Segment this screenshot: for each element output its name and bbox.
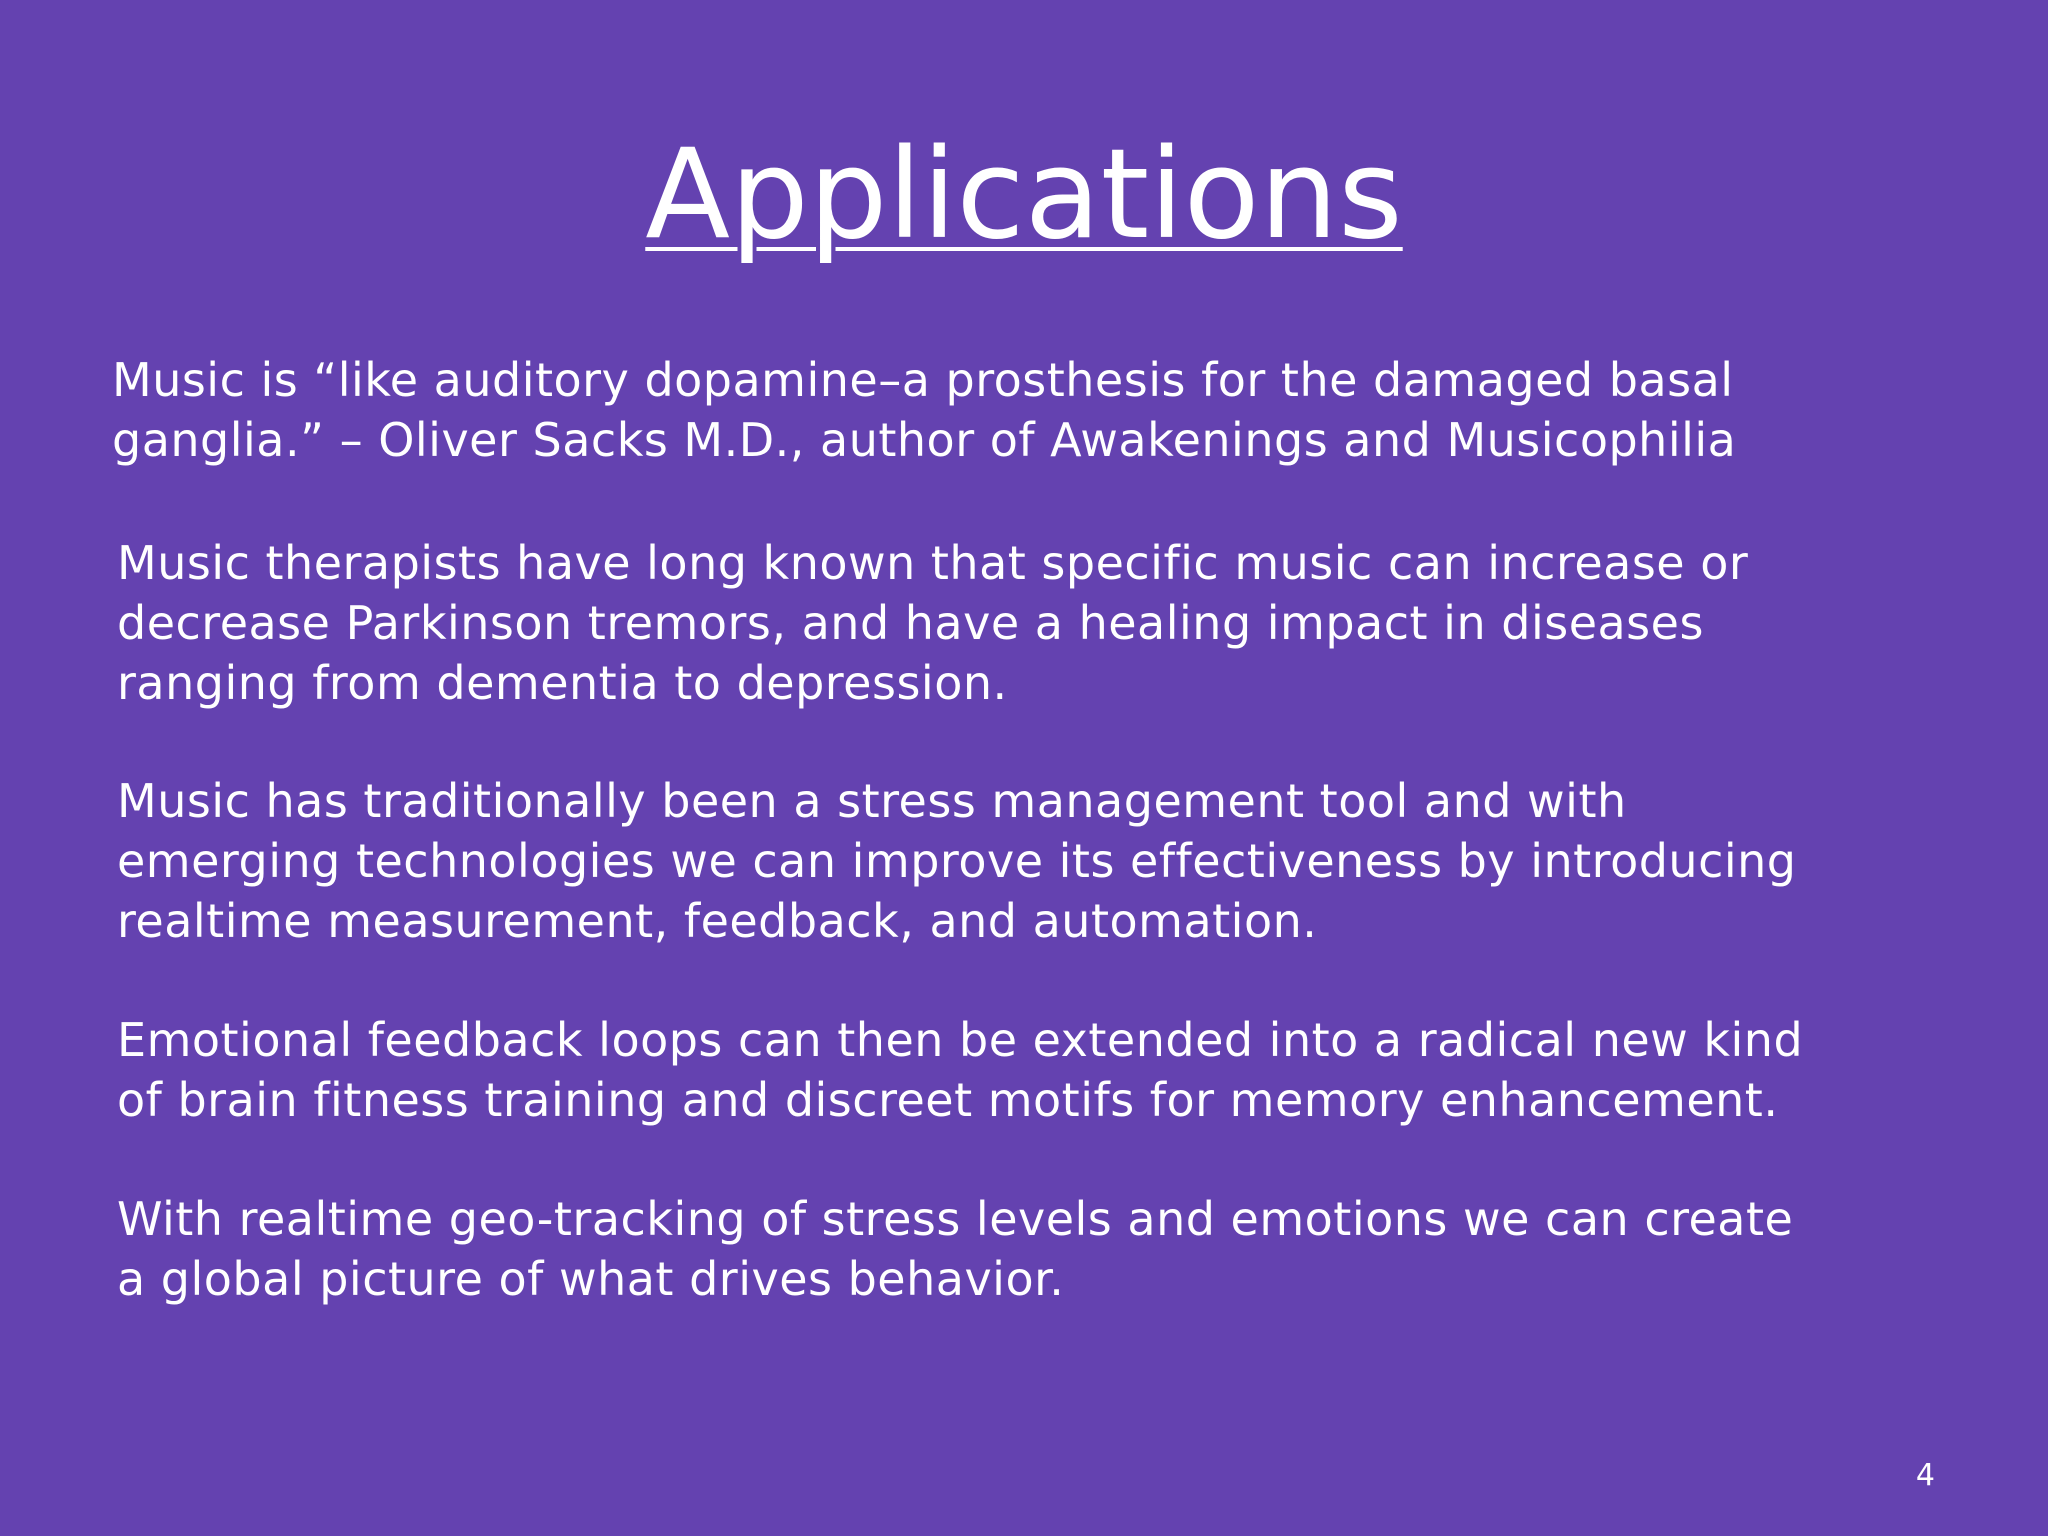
paragraph-line: decrease Parkinson tremors, and have a healing impact in diseases <box>117 596 1704 650</box>
geo-tracking-paragraph <box>117 1189 1793 1309</box>
slide-title <box>0 120 2048 270</box>
paragraph-line: emerging technologies we can improve its effectiveness by introducing <box>117 834 1797 888</box>
paragraph-line: Music has traditionally been a stress management tool and with <box>117 774 1627 828</box>
paragraph-line: a global picture of what drives behavior. <box>117 1252 1065 1306</box>
feedback-loops-paragraph <box>117 1010 1803 1130</box>
paragraph-line: ganglia.” – Oliver Sacks M.D., author of Awakenings and Musicophilia <box>112 413 1737 467</box>
slide-title-text: Applications <box>645 123 1403 267</box>
paragraph-line: of brain fitness training and discreet motifs for memory enhancement. <box>117 1073 1779 1127</box>
paragraph-line: realtime measurement, feedback, and automation. <box>117 894 1318 948</box>
page-number: 4 <box>1915 1458 1935 1493</box>
paragraph-line: ranging from dementia to depression. <box>117 656 1008 710</box>
paragraph-line: Music is “like auditory dopamine–a prosthesis for the damaged basal <box>112 353 1734 407</box>
paragraph-line: Emotional feedback loops can then be extended into a radical new kind <box>117 1013 1804 1067</box>
therapy-paragraph <box>117 533 1748 713</box>
paragraph-line: Music therapists have long known that specific music can increase or <box>117 536 1749 590</box>
paragraph-line: With realtime geo-tracking of stress levels and emotions we can create <box>117 1192 1794 1246</box>
stress-management-paragraph <box>117 771 1797 951</box>
quote-paragraph <box>112 350 1736 470</box>
